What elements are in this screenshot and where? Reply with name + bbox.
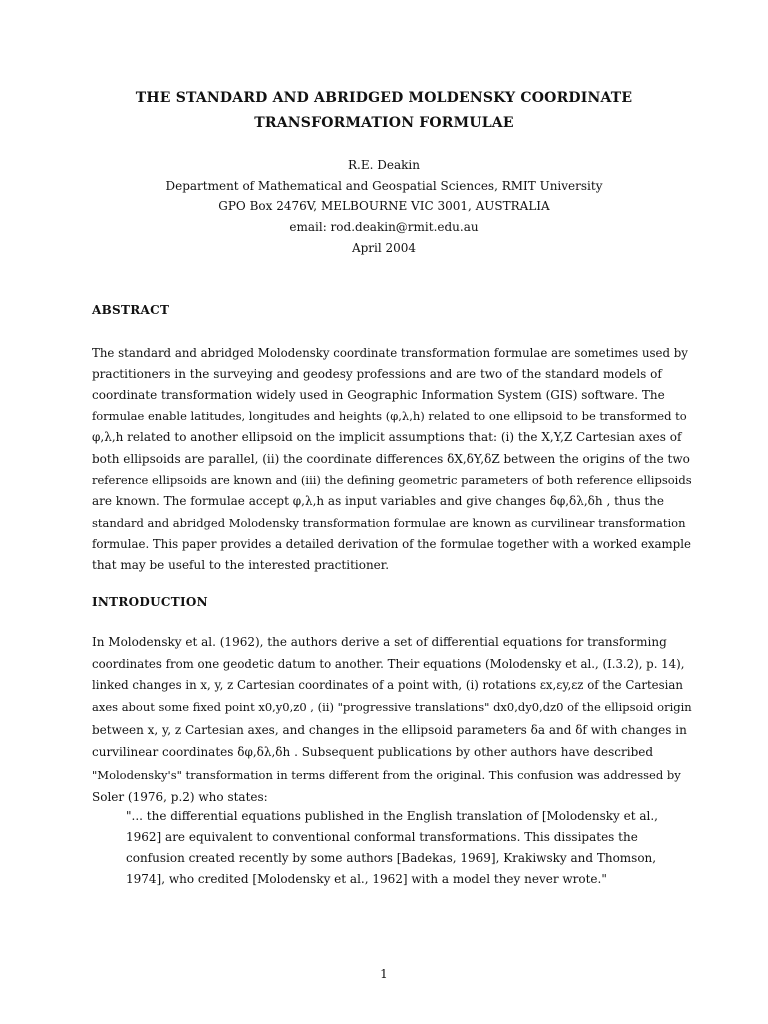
publication-date: April 2004 xyxy=(351,241,417,255)
introduction-heading: INTRODUCTION xyxy=(92,595,208,609)
intro-line: axes about some fixed point x0,y0,z0 , (ii) "progressive translations" dx0,dy0,dz0 of the ellipsoid origin xyxy=(92,700,692,714)
quote-line: 1962] are equivalent to conventional conformal transformations. This dissipates the xyxy=(126,830,638,844)
abstract-line: coordinate transformation widely used in Geographic Information System (GIS) software. The xyxy=(92,388,665,402)
author-email: email: rod.deakin@rmit.edu.au xyxy=(289,220,479,234)
abstract-line: formulae enable latitudes, longitudes and heights (φ,λ,h) related to one ellipsoid to be transformed to xyxy=(92,409,687,423)
author-name: R.E. Deakin xyxy=(348,158,420,172)
intro-line: curvilinear coordinates δφ,δλ,δh . Subsequent publications by other authors have described xyxy=(92,745,654,759)
intro-line: In Molodensky et al. (1962), the authors derive a set of differential equations for transforming xyxy=(92,635,667,649)
quote-line: "... the differential equations published in the English translation of [Molodensky et al., xyxy=(126,809,658,823)
intro-line: Soler (1976, p.2) who states: xyxy=(92,790,268,804)
author-department: Department of Mathematical and Geospatial Sciences, RMIT University xyxy=(165,179,603,193)
abstract-heading: ABSTRACT xyxy=(92,303,170,317)
abstract-line: φ,λ,h related to another ellipsoid on the implicit assumptions that: (i) the X,Y,Z Cartesian axes of xyxy=(92,430,682,444)
intro-line: "Molodensky's" transformation in terms different from the original. This confusion was addressed by xyxy=(92,768,681,782)
abstract-line: The standard and abridged Molodensky coordinate transformation formulae are sometimes used by xyxy=(92,346,688,360)
paper-title-line-2: TRANSFORMATION FORMULAE xyxy=(254,115,514,131)
intro-line: coordinates from one geodetic datum to another. Their equations (Molodensky et al., (I.3.2), p. 14), xyxy=(92,657,685,671)
abstract-line: practitioners in the surveying and geodesy professions and are two of the standard models of xyxy=(92,367,662,381)
paper-title-line-1: THE STANDARD AND ABRIDGED MOLDENSKY COORDINATE xyxy=(135,90,633,106)
abstract-line: that may be useful to the interested practitioner. xyxy=(92,558,390,572)
quote-line: confusion created recently by some authors [Badekas, 1969], Krakiwsky and Thomson, xyxy=(126,851,657,865)
abstract-line: formulae. This paper provides a detailed derivation of the formulae together with a worked example xyxy=(92,537,691,551)
quote-line: 1974], who credited [Molodensky et al., 1962] with a model they never wrote." xyxy=(126,872,607,886)
abstract-line: standard and abridged Molodensky transformation formulae are known as curvilinear transformation xyxy=(92,516,686,530)
intro-line: linked changes in x, y, z Cartesian coordinates of a point with, (i) rotations εx,εy,εz of the Cartesian xyxy=(92,678,683,692)
author-address: GPO Box 2476V, MELBOURNE VIC 3001, AUSTRALIA xyxy=(218,199,550,213)
abstract-line: are known. The formulae accept φ,λ,h as input variables and give changes δφ,δλ,δh , thus the xyxy=(92,494,664,508)
abstract-line: both ellipsoids are parallel, (ii) the coordinate differences δX,δY,δZ between the origins of the two xyxy=(92,452,690,466)
intro-line: between x, y, z Cartesian axes, and changes in the ellipsoid parameters δa and δf with changes in xyxy=(92,723,687,737)
page-number: 1 xyxy=(380,967,388,981)
abstract-line: reference ellipsoids are known and (iii) the defining geometric parameters of both reference ellipsoids xyxy=(92,473,692,487)
